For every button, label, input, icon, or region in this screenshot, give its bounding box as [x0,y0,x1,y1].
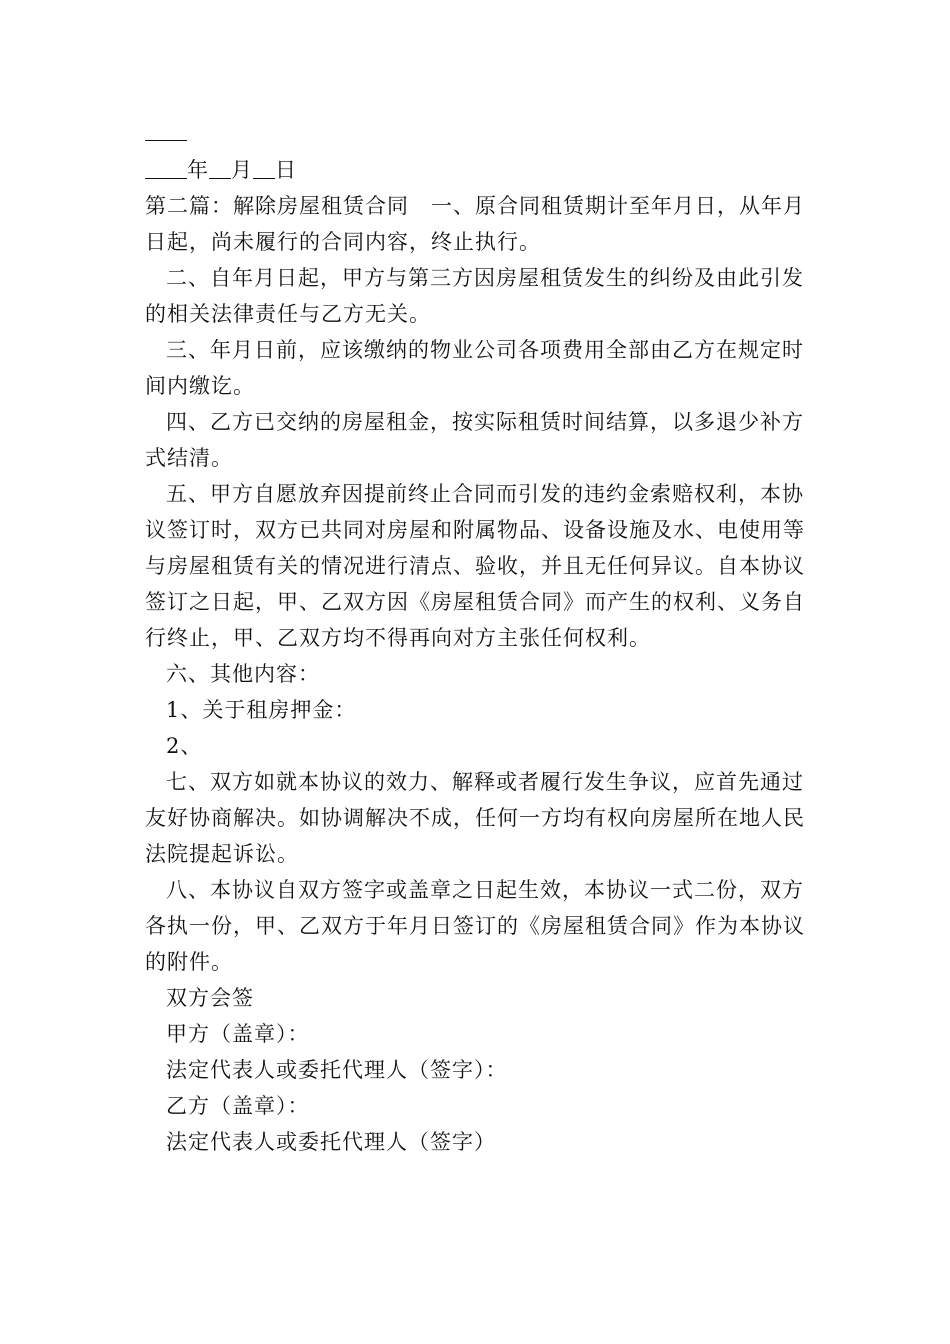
paragraph-clause-6: 六、其他内容： [166,662,320,686]
paragraph-clause-2: 二、自年月日起，甲方与第三方因房屋租赁发生的纠纷及由此引发的相关法律责任与乙方无关。 [145,266,804,326]
paragraph-clause-5: 五、甲方自愿放弃因提前终止合同而引发的违约金索赔权利，本协议签订时，双方已共同对房屋和附属物品、设备设施及水、电使用等与房屋租赁有关的情况进行清点、验收，并且无任何异议。自本协议签订之日起，甲、乙双方因《房屋租赁合同》而产生的权利、义务自行终止，甲、乙双方均不得再向对方主张任何权利。 [145,482,805,650]
year-label: 年 [187,158,209,182]
day-blank [253,156,275,179]
paragraph-clause-3: 三、年月日前，应该缴纳的物业公司各项费用全部由乙方在规定时间内缴讫。 [145,338,804,398]
paragraph-clause-4: 四、乙方已交纳的房屋租金，按实际租赁时间结算，以多退少补方式结清。 [145,410,804,470]
paragraph-item-2: 2、 [166,734,203,758]
party-b-seal: 乙方（盖章）： [166,1094,310,1118]
paragraph-clause-8: 八、本协议自双方签字或盖章之日起生效，本协议一式二份，双方各执一份，甲、乙双方于年月日签订的《房屋租赁合同》作为本协议的附件。 [145,878,805,974]
paragraph-cosign: 双方会签 [166,986,254,1010]
party-b-representative: 法定代表人或委托代理人（签字） [166,1130,496,1154]
document-body [145,116,825,1160]
paragraph-section-two-intro: 第二篇：解除房屋租赁合同 一、原合同租赁期计至年月日，从年月日起，尚未履行的合同内容，终止执行。 [145,194,805,254]
date-line [145,152,825,188]
paragraph-item-1: 1、关于租房押金： [166,698,357,722]
day-label: 日 [275,158,297,182]
blank-underline [145,120,187,141]
party-a-representative: 法定代表人或委托代理人（签字）： [166,1058,508,1082]
month-label: 月 [231,158,253,182]
month-blank [209,156,231,179]
top-underline [145,116,825,152]
paragraph-clause-7: 七、双方如就本协议的效力、解释或者履行发生争议，应首先通过友好协商解决。如协调解决不成，任何一方均有权向房屋所在地人民法院提起诉讼。 [145,770,805,866]
party-a-seal: 甲方（盖章）： [166,1022,310,1046]
year-blank [145,156,187,179]
